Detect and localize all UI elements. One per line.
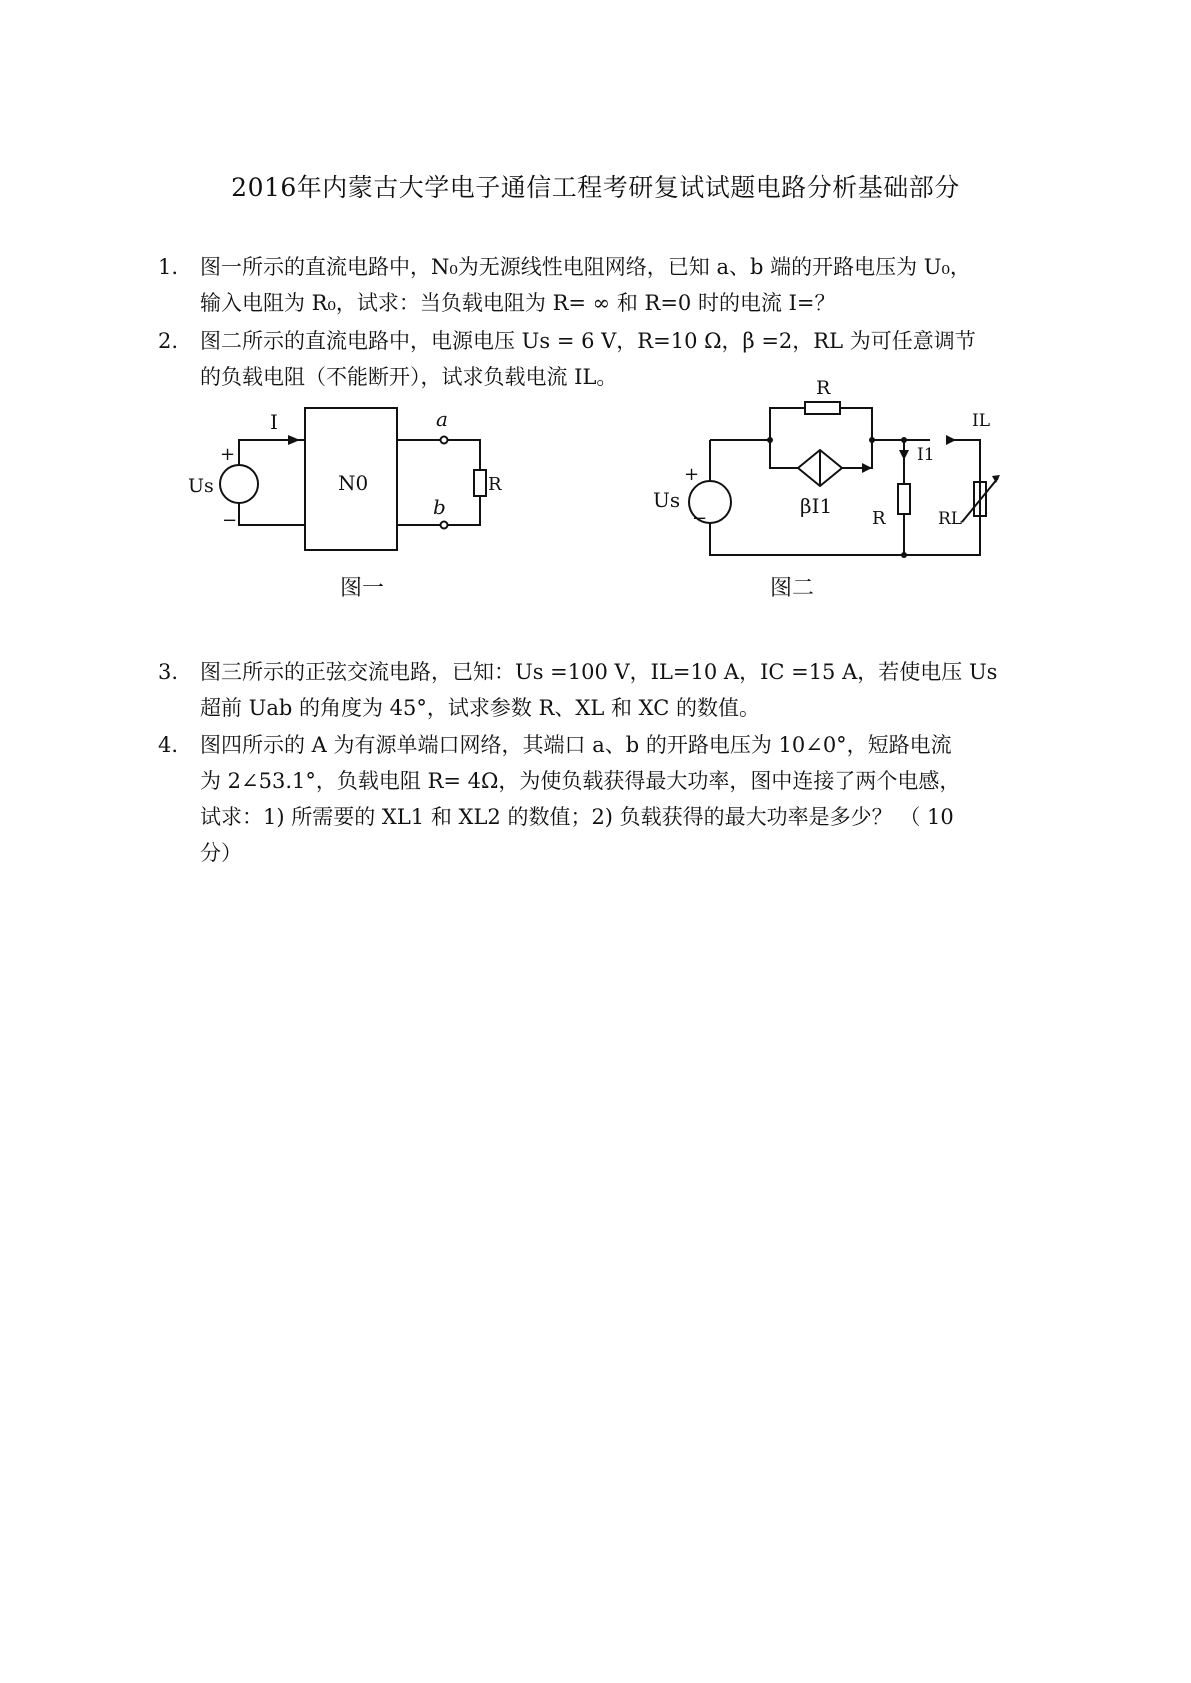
il-arrow xyxy=(946,435,956,445)
question-line: 图三所示的正弦交流电路，已知：Us =100 V，IL=10 A，IC =15 A，若使电压 Us xyxy=(200,660,998,684)
plus-sign: + xyxy=(684,464,700,485)
question-line: 为 2∠53.1°，负载电阻 R= 4Ω，为使负载获得最大功率，图中连接了两个电感， xyxy=(200,769,961,793)
top-resistor-label: R xyxy=(816,377,831,399)
question-4 xyxy=(158,727,1033,871)
page-title: 2016年内蒙古大学电子通信工程考研复试试题电路分析基础部分 xyxy=(231,173,960,202)
figure-2-caption: 图二 xyxy=(770,576,815,601)
dependent-source-label: βI1 xyxy=(800,494,833,518)
question-line: 试求：1) 所需要的 XL1 和 XL2 的数值；2) 负载获得的最大功率是多少？ （ 10 xyxy=(200,805,954,829)
figure-1-caption: 图一 xyxy=(340,576,385,601)
terminal-a-label: a xyxy=(436,407,448,431)
question-line: 的负载电阻（不能断开），试求负载电流 IL。 xyxy=(200,365,618,389)
figure-2 xyxy=(620,377,1040,650)
plus-sign: + xyxy=(220,444,236,465)
shunt-resistor-label: R xyxy=(872,508,886,529)
figure-1-circuit xyxy=(188,407,550,650)
question-number: 3. xyxy=(158,660,179,684)
figure-2-circuit xyxy=(620,377,1040,650)
question-number: 2. xyxy=(158,329,179,353)
terminal-b-label: b xyxy=(433,495,446,519)
network-label: N0 xyxy=(338,471,369,495)
voltage-source-symbol xyxy=(220,465,258,503)
question-2 xyxy=(158,323,1033,395)
load-label: R xyxy=(488,474,502,495)
question-line: 图四所示的 A 为有源单端口网络，其端口 a、b 的开路电压为 10∠0°，短路电流 xyxy=(200,733,952,757)
variable-arrow xyxy=(992,475,1000,483)
question-number: 4. xyxy=(158,733,179,757)
question-line: 图二所示的直流电路中，电源电压 Us = 6 V，R=10 Ω，β =2，RL 为可任意调节 xyxy=(200,329,976,353)
question-3 xyxy=(158,654,1033,726)
question-line: 输入电阻为 R₀，试求：当负载电阻为 R= ∞ 和 R=0 时的电流 I=？ xyxy=(200,291,836,315)
question-line: 超前 Uab 的角度为 45°，试求参数 R、XL 和 XC 的数值。 xyxy=(200,696,760,720)
question-number: 1. xyxy=(158,255,179,279)
question-1 xyxy=(158,249,1033,321)
i1-arrow xyxy=(899,450,909,460)
load-label: RL xyxy=(938,509,963,529)
shunt-resistor xyxy=(898,484,910,514)
il-label: IL xyxy=(972,411,991,431)
load-resistor xyxy=(474,470,486,496)
minus-sign: − xyxy=(222,510,238,531)
top-resistor xyxy=(805,402,840,414)
i1-label: I1 xyxy=(917,445,935,465)
source-label: Us xyxy=(653,488,681,512)
figure-1 xyxy=(188,407,550,650)
dependent-source-arrow xyxy=(862,463,872,473)
current-label: I xyxy=(270,410,278,434)
source-label: Us xyxy=(188,475,214,497)
minus-sign: − xyxy=(692,508,708,529)
question-line: 分） xyxy=(200,841,242,865)
question-line: 图一所示的直流电路中，N₀为无源线性电阻网络，已知 a、b 端的开路电压为 U₀， xyxy=(200,255,971,279)
current-arrow xyxy=(288,435,300,445)
